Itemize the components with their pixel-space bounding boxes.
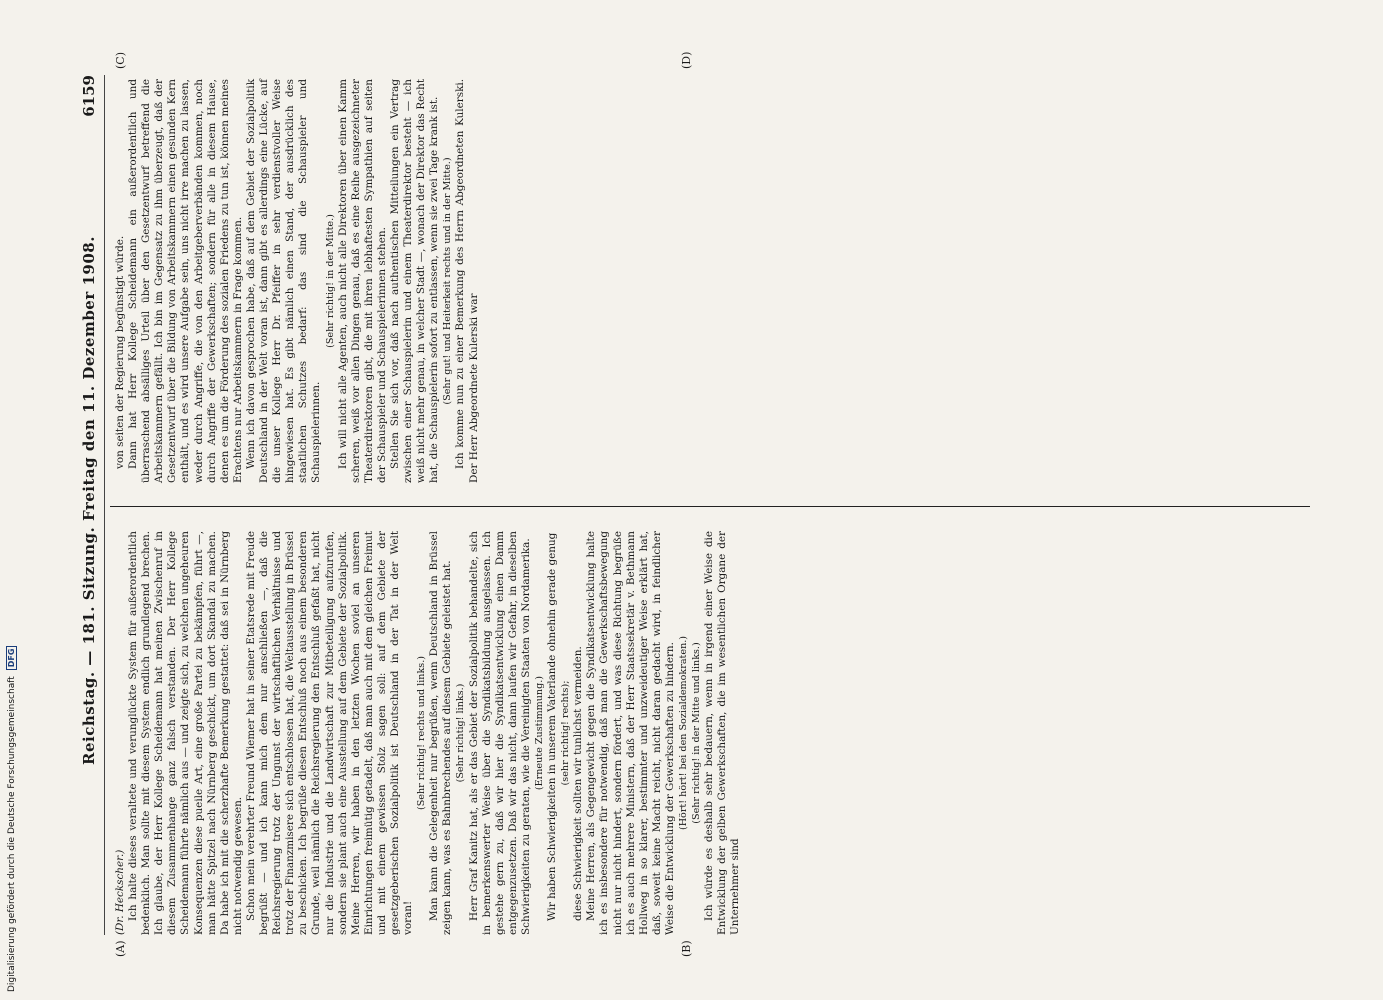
aside: (Sehr richtig! in der Mitte.) <box>324 214 336 348</box>
aside: (Sehr richtig! rechts und links.) <box>416 655 428 811</box>
margin-mark-c: (C) <box>114 52 127 69</box>
paragraph: Schon mein verehrter Freund Wiemer hat in seiner Etatsrede mit Freude begrüßt — und ich kann mich dem nur anschließen —, daß die Reichsregierung trotz der Ungunst der wirtschaftlichen Verhältnisse und trotz der Finanzmisere sich entschlossen hat, die Weltausstellung in Brüssel zu beschicken. Ich begrüße diesen Entschluß noch aus einem besonderen Grunde, weil nämlich die Reichsregierung den Entschluß gefaßt hat, nicht nur die Industrie und die Landwirtschaft zur Mitbeteiligung aufzurufen, sondern sie plant auch eine Ausstellung auf dem Gebiete der Sozialpolitik. Meine Herren, wir haben in den letzten Wochen soviel an unseren Einrichtungen freimütig getadelt, daß man auch mit dem gleichen Freimut und mit einem gewissen Stolz sagen soll: auf dem Gebiete der gesetzgeberischen Sozialpolitik ist Deutschland in der Tat in der Welt voran! <box>244 531 415 935</box>
paragraph: Herr Graf Kanitz hat, als er das Gebiet der Sozialpolitik behandelte, sich in bemerkenswerter Weise über die Syndikatsbildung ausgelassen. Ich gestehe gern zu, daß wir hier die Syndikatsentwicklung einen Damm entgegenzusetzen. Daß wir das nicht, dann laufen wir Gefahr, in dieselben Schwierigkeiten zu geraten, wie die Vereinigten Staaten von Nordamerika. <box>467 531 532 935</box>
page-title: Reichstag. — 181. Sitzung. Freitag den 11. Dezember 1908. <box>80 236 98 765</box>
speaker-label: (Dr. Heckscher.) <box>114 849 126 935</box>
paragraph: Man kann die Gelegenheit nur begrüßen, wenn Deutschland in Brüssel zeigen kann, was es Bahnbrechendes auf diesem Gebiete geleistet hat. <box>428 531 454 935</box>
paragraph: Wir haben Schwierigkeiten in unserem Vaterlande ohnehin gerade genug <box>546 532 559 921</box>
paragraph: Ich will nicht alle Agenten, auch nicht alle Direktoren über einen Kamm scheren, weiß vor allen Dingen genau, daß es eine Reihe ausgezeichneter Theaterdirektoren gibt, die mit ihren lebhaftesten Sympathien auf seiten der Schauspieler und Schauspielerinnen stehen. <box>336 79 388 483</box>
digitization-credit <box>6 12 17 992</box>
margin-mark-b: (B) <box>680 940 693 957</box>
paragraph: Stellen Sie sich vor, daß nach authentischen Mitteilungen ein Vertrag zwischen einer Schauspielerin und einem Theaterdirektor besteht — ich weiß nicht mehr genau, in welcher Stadt —, wonach der Direktor das Recht hat, die Schauspielerin sofort zu entlassen, wenn sie zwei Tage krank ist. <box>388 79 441 483</box>
page-header <box>80 75 102 935</box>
header-rule <box>104 75 105 935</box>
aside: (sehr richtig! rechts); <box>560 680 572 786</box>
rotated-page <box>80 51 1335 957</box>
column-divider <box>110 506 1310 507</box>
paragraph: Meine Herren, als Gegengewicht gegen die Syndikatsentwicklung halte ich es insbesondere für notwendig, daß man die Gewerkschaftsbewegung nicht nur nicht hindert, sondern fördert, und was diese Richtung begrüße ich es auch mehrere Ministern, daß der Herr Staatssekretär v. Bethmann Hollweg in so klarer, bestimmter und unzweideutiger Weise erklärt hat, daß, soweit keine Macht reicht, nicht daran gedacht wird, in feindlicher Weise die Entwicklung der Gewerkschaften zu hindern. <box>585 531 676 935</box>
paragraph: diese Schwierigkeit sollten wir tunlichst vermeiden. <box>572 646 585 921</box>
paragraph: Wenn ich davon gesprochen habe, daß auf dem Gebiet der Sozialpolitik Deutschland in der Welt voran ist, dann gibt es allerdings eine Lücke, auf die unser Kollege Herr Dr. Pfeiffer in sehr verdienstvoller Weise hingewiesen hat. Es gibt nämlich einen Stand, der ausdrücklich des staatlichen Schutzes bedarf: das sind die Schauspieler und Schauspielerinnen. <box>244 79 323 483</box>
paragraph: von seiten der Regierung begünstigt würde. <box>114 235 126 469</box>
aside: (Sehr gut! und Heiterkeit rechts und in der Mitte.) <box>442 157 454 405</box>
paragraph: Dann hat Herr Kollege Scheidemann ein außerordentlich und überraschend absälliges Urteil über den Gesetzentwurf betreffend die Arbeitskammern gefällt. Ich bin im Gegensatz zu ihm überzeugt, daß der Gesetzentwurf über die Bildung von Arbeitskammern einen gesunden Kern enthält, und es wird unsere Aufgabe sein, uns nicht irre machen zu lassen, weder durch Angriffe, die von den Arbeitgeberverbänden kommen, noch durch Angriffe der Gewerkschaften; sondern für alle in diesem Hause, denen es um die Förderung des sozialen Friedens zu tun ist, können meines Erachtens nur Arbeitskammern in Frage kommen. <box>127 79 244 483</box>
aside: (Hört! hört! bei den Sozialdemokraten.) <box>678 635 690 831</box>
left-column <box>114 531 742 935</box>
margin-mark-a: (A) <box>114 940 127 957</box>
right-column <box>114 79 544 483</box>
margin-mark-d: (D) <box>680 51 693 69</box>
aside: (Sehr richtig! in der Mitte und links.) <box>691 642 703 824</box>
paragraph: Ich komme nun zu einer Bemerkung des Herrn Abgeordneten Kulerski. Der Herr Abgeordnete Kulerski war <box>454 79 480 483</box>
page-number: 6159 <box>80 75 98 117</box>
paragraph: Ich halte dieses veraltete und verunglückte System für außerordentlich bedenklich. Man sollte mit diesem System endlich grundlegend brechen. Ich glaube, der Herr Kollege Scheidemann hat meinen Zwischenruf in diesem Zusammenhange ganz falsch verstanden. Der Herr Kollege Scheidemann führte nämlich aus — und zeigte sich, zu welchen ungeheuren Konsequenzen diese pueile Art, eine große Partei zu bekämpfen, führt —, man hätte Spitzel nach Nürnberg geschickt, um dort Skandal zu machen. Da habe ich mit die scherzhafte Bemerkung gestattet: daß sei in Nürnberg nicht notwendig gewesen. <box>127 531 244 935</box>
aside: (Sehr richtig! links.) <box>455 683 467 783</box>
dfg-logo: DFG <box>6 646 17 671</box>
aside: (Erneute Zustimmung.) <box>534 675 545 791</box>
paragraph: Ich würde es deshalb sehr bedauern, wenn in irgend einer Weise die Entwicklung der gelben Gewerkschaften, die im wesentlichen Organe der Unternehmer sind <box>703 531 742 935</box>
credit-text: Digitalisierung gefördert durch die Deutsche Forschungsgemeinschaft <box>7 676 17 992</box>
